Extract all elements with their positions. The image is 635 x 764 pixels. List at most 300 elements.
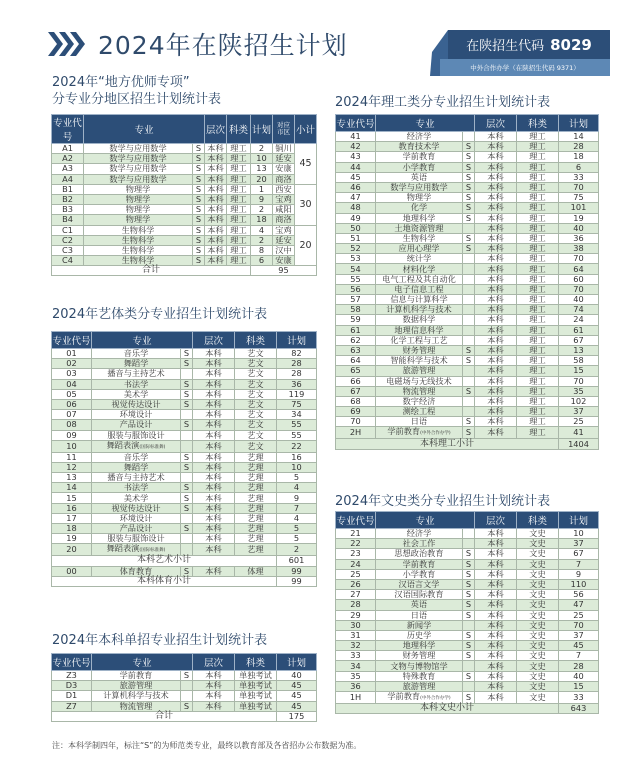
type-cell: 文史 (517, 529, 559, 539)
table-row (52, 534, 317, 544)
table-row (336, 681, 599, 691)
plan-cell: 2 (251, 205, 273, 215)
type-cell: 理工 (517, 325, 559, 335)
type-cell: 理工 (227, 174, 251, 184)
type-cell: 理工 (227, 215, 251, 225)
plan-cell: 25 (559, 417, 599, 427)
code-cell: A1 (52, 144, 84, 154)
table-row (336, 172, 599, 182)
lit-table-title: 2024年文史类分专业招生计划统计表 (335, 494, 551, 509)
plan-cell: 5 (277, 473, 317, 483)
level-cell: 本科 (475, 244, 517, 254)
normal-flag-cell: S (463, 590, 475, 600)
table-row (336, 641, 599, 651)
table-row (336, 590, 599, 600)
type-cell: 艺文 (235, 420, 277, 430)
level-cell: 本科 (475, 284, 517, 294)
major-cell: 视觉传达设计 (92, 399, 181, 409)
major-cell: 旅游管理 (376, 681, 463, 691)
title-line-2: 分专业分地区招生计划统计表 (52, 92, 222, 107)
code-cell: B2 (52, 194, 84, 204)
level-cell: 本科 (475, 254, 517, 264)
table-row (336, 559, 599, 569)
normal-flag-cell (181, 691, 193, 701)
major-cell: 学前教育 (376, 559, 463, 569)
major-cell: 环境设计 (92, 513, 181, 523)
city-cell: 汉中 (273, 245, 295, 255)
level-cell: 本科 (475, 549, 517, 559)
type-cell: 文史 (517, 671, 559, 681)
major-cell: 地理科学 (376, 213, 463, 223)
level-cell: 本科 (475, 356, 517, 366)
normal-flag-cell (181, 369, 193, 379)
level-cell: 本科 (205, 164, 227, 174)
type-cell: 理工 (517, 407, 559, 417)
level-cell: 本科 (475, 213, 517, 223)
major-cell: 旅游管理 (92, 681, 181, 691)
level-cell: 本科 (475, 345, 517, 355)
level-cell: 本科 (205, 194, 227, 204)
plan-cell: 101 (559, 203, 599, 213)
table-row (336, 427, 599, 439)
normal-flag-cell: S (463, 569, 475, 579)
type-cell: 理工 (517, 305, 559, 315)
plan-cell: 37 (559, 539, 599, 549)
table-row (336, 661, 599, 671)
major-cell: 美术学 (92, 389, 181, 399)
footnote: 注：本科学制四年，标注“S”的为师范类专业，最终以教育部及各省招办公布数据为准。 (52, 741, 362, 750)
level-cell: 本科 (193, 503, 235, 513)
subtotal-label: 本科理工小计 (336, 439, 559, 449)
table-row (336, 244, 599, 254)
level-cell: 本科 (475, 671, 517, 681)
normal-flag-cell: S (463, 386, 475, 396)
code-cell: 33 (336, 651, 376, 661)
code-cell: 02 (52, 359, 92, 369)
type-cell: 理工 (517, 182, 559, 192)
normal-flag-cell: S (181, 566, 193, 576)
page-title: 2024年在陕招生计划 (98, 31, 348, 60)
normal-flag-cell: S (193, 225, 205, 235)
type-cell: 理工 (227, 235, 251, 245)
major-cell: 电气工程及其自动化 (376, 274, 463, 284)
plan-cell: 5 (277, 534, 317, 544)
major-cell: 物理学 (84, 194, 193, 204)
column-header: 科类 (235, 654, 277, 671)
column-header: 层次 (193, 654, 235, 671)
plan-cell: 28 (559, 661, 599, 671)
table-row (336, 610, 599, 620)
major-cell: 小学教育 (376, 569, 463, 579)
plan-cell: 67 (559, 335, 599, 345)
code-cell: 16 (52, 503, 92, 513)
code-cell: 1H (336, 692, 376, 704)
column-header: 小计 (295, 115, 317, 144)
subtotal-value: 643 (559, 704, 599, 714)
type-cell: 理工 (517, 132, 559, 142)
normal-flag-cell (463, 274, 475, 284)
type-cell: 理工 (517, 427, 559, 439)
table-row (336, 305, 599, 315)
normal-flag-cell: S (463, 142, 475, 152)
type-cell: 理工 (227, 184, 251, 194)
badge-code: 8029 (550, 35, 592, 54)
plan-cell: 5 (277, 524, 317, 534)
single-table-title: 2024年本科单招专业招生计划统计表 (52, 633, 268, 648)
code-cell: Z3 (52, 671, 92, 681)
column-header: 层次 (475, 512, 517, 529)
major-cell: 计算机科学与技术 (92, 691, 181, 701)
type-cell: 理工 (517, 213, 559, 223)
type-cell: 文史 (517, 600, 559, 610)
level-cell: 本科 (193, 493, 235, 503)
column-header: 专业 (92, 332, 193, 349)
normal-flag-cell (463, 284, 475, 294)
type-cell: 理工 (517, 417, 559, 427)
enroll-code-badge (430, 28, 626, 80)
level-cell: 本科 (193, 440, 235, 452)
major-cell: 视觉传达设计 (92, 503, 181, 513)
type-cell: 艺理 (235, 524, 277, 534)
column-header: 层次 (193, 332, 235, 349)
code-cell: 07 (52, 410, 92, 420)
major-cell: 物理学 (84, 184, 193, 194)
plan-cell: 7 (559, 559, 599, 569)
type-cell: 理工 (227, 225, 251, 235)
level-cell: 本科 (475, 172, 517, 182)
table-row (52, 245, 317, 255)
type-cell: 理工 (517, 366, 559, 376)
normal-flag-cell: S (181, 701, 193, 711)
major-cell: 测绘工程 (376, 407, 463, 417)
subtotal-row (52, 711, 317, 721)
column-header: 科类 (235, 332, 277, 349)
level-cell: 本科 (475, 417, 517, 427)
table-row (52, 225, 317, 235)
normal-flag-cell: S (463, 427, 475, 439)
table-row (52, 205, 317, 215)
normal-flag-cell (463, 396, 475, 406)
table-row (336, 223, 599, 233)
table-row (336, 539, 599, 549)
level-cell: 本科 (475, 651, 517, 661)
table-row (52, 379, 317, 389)
table-row (52, 215, 317, 225)
plan-cell: 33 (559, 172, 599, 182)
header-row (52, 332, 317, 349)
type-cell: 艺文 (235, 359, 277, 369)
type-cell: 理工 (227, 164, 251, 174)
table-row (52, 399, 317, 409)
level-cell: 本科 (475, 366, 517, 376)
plan-cell: 28 (277, 369, 317, 379)
level-cell: 本科 (475, 305, 517, 315)
code-cell: 05 (52, 389, 92, 399)
header-row (336, 512, 599, 529)
table-row (52, 430, 317, 440)
subtotal-row (336, 704, 599, 714)
type-cell: 艺文 (235, 379, 277, 389)
level-cell: 本科 (475, 692, 517, 704)
normal-flag-cell (463, 305, 475, 315)
type-cell: 理工 (517, 396, 559, 406)
normal-flag-cell: S (463, 549, 475, 559)
major-cell: 教育技术学 (376, 142, 463, 152)
type-cell: 理工 (517, 233, 559, 243)
table-row (52, 473, 317, 483)
plan-cell: 110 (559, 579, 599, 589)
major-cell: 小学教育 (376, 162, 463, 172)
table-row (336, 284, 599, 294)
code-cell: A2 (52, 154, 84, 164)
table-row (336, 274, 599, 284)
major-cell: 生物科学 (84, 245, 193, 255)
code-cell: 64 (336, 356, 376, 366)
level-cell: 本科 (193, 420, 235, 430)
code-cell: C3 (52, 245, 84, 255)
column-header: 计划 (277, 654, 317, 671)
normal-flag-cell: S (463, 193, 475, 203)
plan-cell: 4 (251, 225, 273, 235)
plan-cell: 19 (559, 213, 599, 223)
major-cell: 生物科学 (84, 225, 193, 235)
major-cell: 智能科学与技术 (376, 356, 463, 366)
major-cell: 地理科学 (376, 641, 463, 651)
code-cell: A3 (52, 164, 84, 174)
subtotal-label: 本科体育小计 (52, 576, 277, 586)
type-cell: 理工 (517, 284, 559, 294)
normal-flag-cell (463, 661, 475, 671)
level-cell: 本科 (193, 369, 235, 379)
major-cell: 舞蹈学 (92, 462, 181, 472)
code-cell: B4 (52, 215, 84, 225)
code-cell: 26 (336, 579, 376, 589)
type-cell: 理工 (517, 203, 559, 213)
level-cell: 本科 (475, 335, 517, 345)
type-cell: 理工 (517, 244, 559, 254)
type-cell: 理工 (517, 376, 559, 386)
plan-cell: 18 (251, 215, 273, 225)
normal-flag-cell: S (193, 235, 205, 245)
code-cell: 2H (336, 427, 376, 439)
column-header: 计划 (559, 115, 599, 132)
table-row (52, 681, 317, 691)
type-cell: 单独考试 (235, 681, 277, 691)
type-cell: 艺理 (235, 452, 277, 462)
subtotal-row (336, 439, 599, 449)
plan-cell: 34 (277, 410, 317, 420)
major-cell: 电磁场与无线技术 (376, 376, 463, 386)
normal-flag-cell: S (181, 389, 193, 399)
plan-cell: 38 (559, 244, 599, 254)
table-row (336, 417, 599, 427)
table-row (336, 620, 599, 630)
column-header: 专业代号 (336, 512, 376, 529)
table-row (336, 407, 599, 417)
code-cell: 01 (52, 349, 92, 359)
plan-cell: 7 (559, 651, 599, 661)
column-header: 专业代号 (52, 332, 92, 349)
table-row (52, 462, 317, 472)
table-row (52, 452, 317, 462)
level-cell: 本科 (475, 295, 517, 305)
lit-plan-table (335, 511, 599, 714)
title-line-1: 2024年“地方优师专项” (52, 75, 190, 90)
normal-flag-cell (463, 132, 475, 142)
type-cell: 理工 (517, 264, 559, 274)
local-plan-table (51, 114, 317, 276)
plan-cell: 6 (559, 162, 599, 172)
major-cell: 数学与应用数学 (84, 164, 193, 174)
table-row (52, 389, 317, 399)
level-cell: 本科 (475, 223, 517, 233)
plan-cell: 41 (559, 427, 599, 439)
plan-cell: 7 (277, 503, 317, 513)
type-cell: 艺文 (235, 430, 277, 440)
type-cell: 文史 (517, 661, 559, 671)
major-cell: 英语 (376, 600, 463, 610)
plan-cell: 10 (251, 154, 273, 164)
level-cell: 本科 (475, 630, 517, 640)
badge-subline: 中外合作办学（在陕招生代码 9371） (440, 59, 610, 76)
table-row (336, 142, 599, 152)
major-cell: 美术学 (92, 493, 181, 503)
plan-cell: 22 (277, 440, 317, 452)
normal-flag-cell (463, 295, 475, 305)
level-cell: 本科 (475, 681, 517, 691)
type-cell: 理工 (517, 152, 559, 162)
major-cell: 电子信息工程 (376, 284, 463, 294)
type-cell: 理工 (227, 154, 251, 164)
single-plan-table (51, 653, 317, 722)
code-cell: 58 (336, 305, 376, 315)
table-row (336, 630, 599, 640)
plan-cell: 64 (559, 264, 599, 274)
level-cell: 本科 (475, 386, 517, 396)
code-cell: 41 (336, 132, 376, 142)
table-row (336, 600, 599, 610)
normal-flag-cell: S (181, 420, 193, 430)
type-cell: 艺文 (235, 440, 277, 452)
type-cell: 文史 (517, 579, 559, 589)
type-cell: 理工 (227, 256, 251, 266)
table-row (52, 144, 317, 154)
plan-cell: 58 (559, 356, 599, 366)
normal-flag-cell: S (463, 162, 475, 172)
normal-flag-cell (463, 681, 475, 691)
level-cell: 本科 (193, 473, 235, 483)
city-cell: 宝鸡 (273, 194, 295, 204)
major-cell: 书法学 (92, 483, 181, 493)
level-cell: 本科 (475, 152, 517, 162)
type-cell: 理工 (517, 142, 559, 152)
level-cell: 本科 (475, 641, 517, 651)
table-row (336, 692, 599, 704)
code-cell: 11 (52, 452, 92, 462)
major-cell: 汉语言文学 (376, 579, 463, 589)
major-cell: 历史学 (376, 630, 463, 640)
level-cell: 本科 (193, 483, 235, 493)
plan-cell: 10 (277, 462, 317, 472)
type-cell: 理工 (517, 254, 559, 264)
column-header: 对应 市区 (273, 115, 295, 144)
normal-flag-cell: S (181, 493, 193, 503)
code-cell: 65 (336, 366, 376, 376)
table-row (336, 386, 599, 396)
subtotal-value: 601 (277, 556, 317, 566)
code-cell: 35 (336, 671, 376, 681)
level-cell: 本科 (475, 620, 517, 630)
level-cell: 本科 (193, 566, 235, 576)
plan-cell: 45 (277, 681, 317, 691)
plan-cell: 55 (277, 420, 317, 430)
group-subtotal: 45 (295, 144, 317, 185)
code-cell: 54 (336, 264, 376, 274)
plan-cell: 40 (277, 671, 317, 681)
major-cell: 日语 (376, 417, 463, 427)
code-cell: 47 (336, 193, 376, 203)
normal-flag-cell: S (463, 417, 475, 427)
plan-cell: 25 (559, 610, 599, 620)
table-row (336, 366, 599, 376)
level-cell: 本科 (193, 359, 235, 369)
normal-flag-cell: S (463, 182, 475, 192)
level-cell: 本科 (193, 349, 235, 359)
table-row (52, 493, 317, 503)
code-cell: 46 (336, 182, 376, 192)
code-cell: 08 (52, 420, 92, 430)
major-cell: 舞蹈表演(国际标准舞) (92, 440, 181, 452)
plan-cell: 2 (277, 544, 317, 556)
plan-cell: 61 (559, 325, 599, 335)
code-cell: 63 (336, 345, 376, 355)
type-cell: 理工 (517, 162, 559, 172)
subtotal-row (52, 576, 317, 586)
table-row (52, 483, 317, 493)
table-row (52, 524, 317, 534)
code-cell: 20 (52, 544, 92, 556)
level-cell: 本科 (475, 396, 517, 406)
table-row (52, 513, 317, 523)
plan-cell: 70 (559, 182, 599, 192)
level-cell: 本科 (205, 205, 227, 215)
table-row (52, 235, 317, 245)
code-cell: 31 (336, 630, 376, 640)
level-cell: 本科 (475, 182, 517, 192)
normal-flag-cell: S (463, 244, 475, 254)
table-row (52, 701, 317, 711)
type-cell: 理工 (517, 193, 559, 203)
plan-cell: 70 (559, 284, 599, 294)
normal-flag-cell: S (463, 579, 475, 589)
normal-flag-cell: S (193, 256, 205, 266)
code-cell: 13 (52, 473, 92, 483)
normal-flag-cell: S (181, 671, 193, 681)
table-row (52, 184, 317, 194)
major-cell: 化学 (376, 203, 463, 213)
code-cell: 00 (52, 566, 92, 576)
city-cell: 宝鸡 (273, 225, 295, 235)
plan-cell: 9 (559, 569, 599, 579)
code-cell: 15 (52, 493, 92, 503)
table-row (52, 174, 317, 184)
type-cell: 文史 (517, 641, 559, 651)
code-cell: 10 (52, 440, 92, 452)
normal-flag-cell: S (193, 144, 205, 154)
type-cell: 艺理 (235, 513, 277, 523)
level-cell: 本科 (475, 600, 517, 610)
city-cell: 延安 (273, 154, 295, 164)
